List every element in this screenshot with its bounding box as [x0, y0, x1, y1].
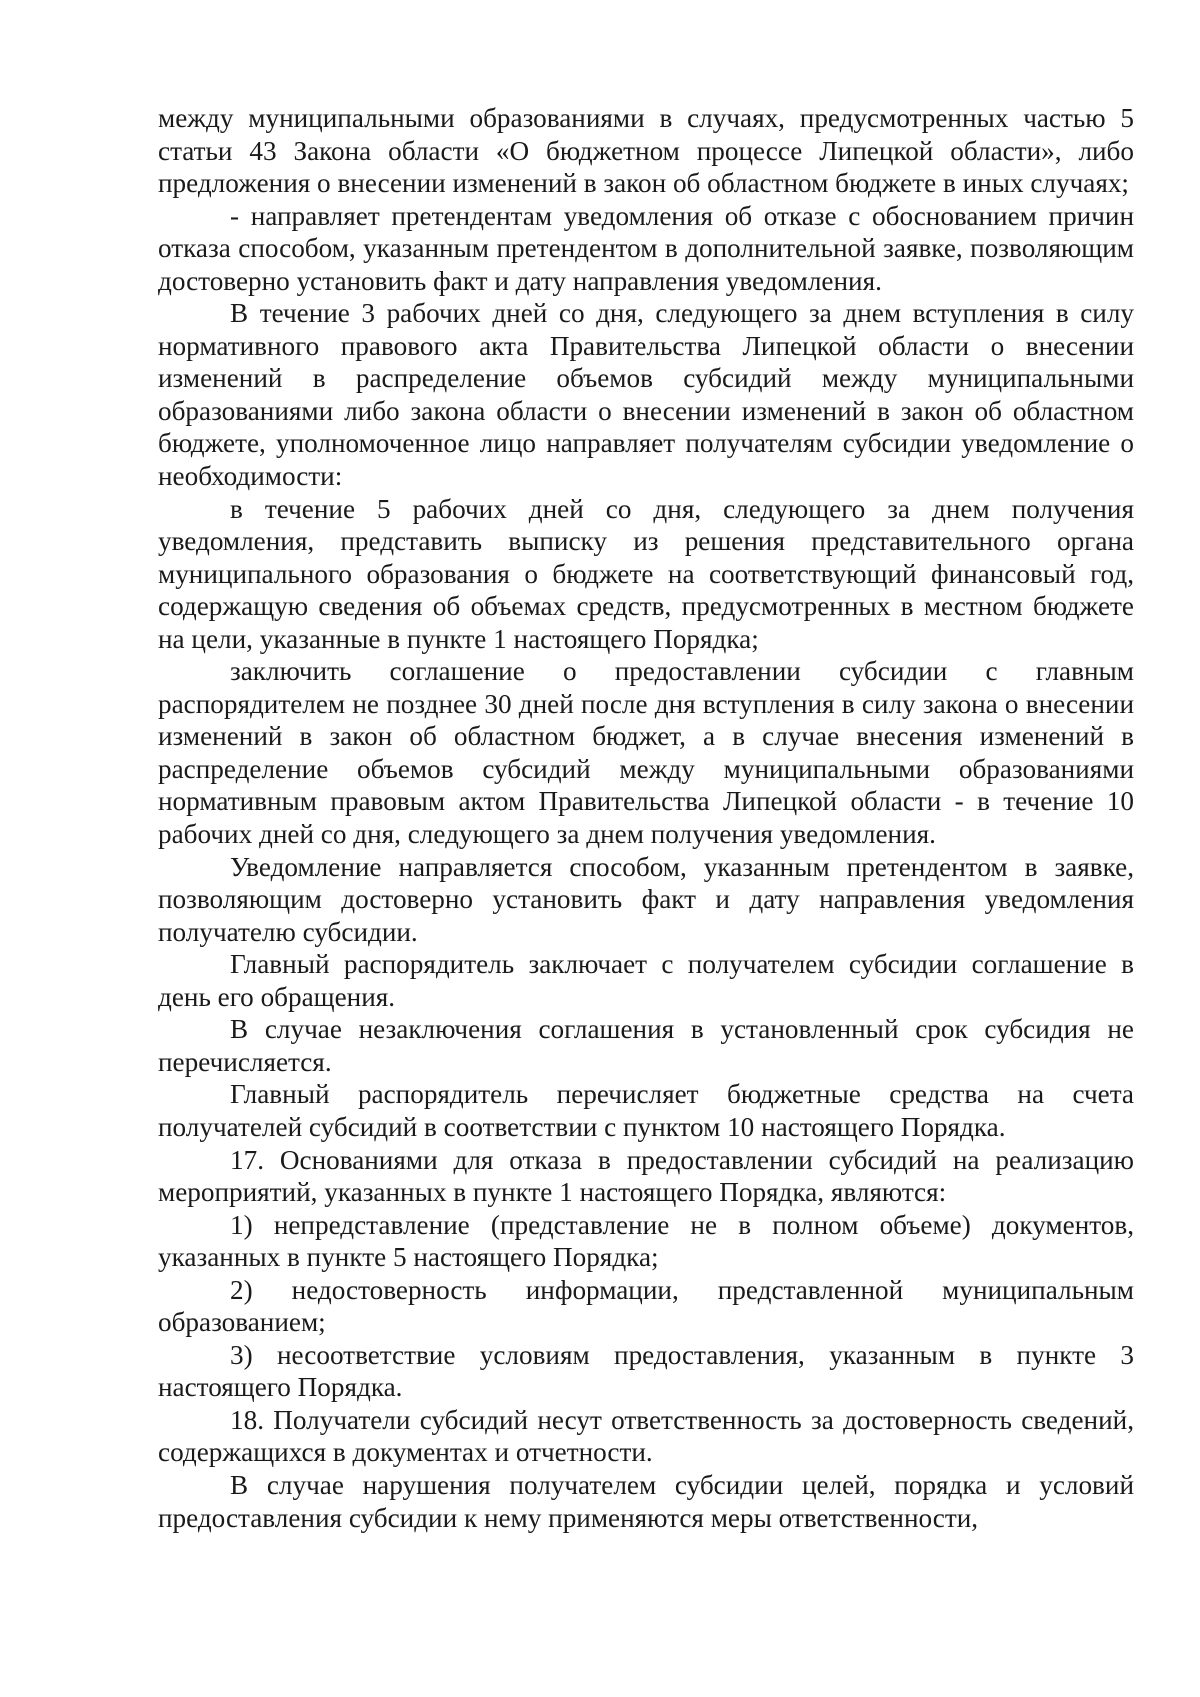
paragraph-14: 18. Получатели субсидий несут ответственность за достоверность сведений, содержащихся в документах и отчетности. [158, 1404, 1134, 1468]
paragraph-12: 2) недостоверность информации, представленной муниципальным образованием; [158, 1274, 1134, 1338]
paragraph-15: В случае нарушения получателем субсидии целей, порядка и условий предоставления субсидии к нему применяются меры ответственности, [158, 1469, 1134, 1533]
paragraph-2: - направляет претендентам уведомления об отказе с обоснованием причин отказа способом, указанным претендентом в дополнительной заявке, позволяющим достоверно установить факт и дату направления уведомления. [158, 200, 1134, 296]
paragraph-3: В течение 3 рабочих дней со дня, следующего за днем вступления в силу нормативного правового акта Правительства Липецкой области о внесении изменений в распределение объемов субсидий между муниципальными образованиями либо закона области о внесении изменений в закон об областном бюджете, уполномоченное лицо направляет получателям субсидии уведомление о необходимости: [158, 298, 1134, 492]
paragraph-10: 17. Основаниями для отказа в предоставлении субсидий на реализацию мероприятий, указанных в пункте 1 настоящего Порядка, являются: [158, 1144, 1134, 1208]
paragraph-1: между муниципальными образованиями в случаях, предусмотренных частью 5 статьи 43 Закона области «О бюджетном процессе Липецкой области», либо предложения о внесении изменений в закон об областном бюджете в иных случаях; [158, 103, 1134, 199]
paragraph-9: Главный распорядитель перечисляет бюджетные средства на счета получателей субсидий в соответствии с пунктом 10 настоящего Порядка. [158, 1079, 1134, 1142]
paragraph-13: 3) несоответствие условиям предоставления, указанным в пункте 3 настоящего Порядка. [158, 1339, 1134, 1403]
paragraph-7: Главный распорядитель заключает с получателем субсидии соглашение в день его обращения. [158, 949, 1134, 1012]
paragraph-5: заключить соглашение о предоставлении субсидии с главным распорядителем не позднее 30 дней после дня вступления в силу закона о внесении изменений в закон об областном бюджет, а в случае внесения изменений в распределение объемов субсидий между муниципальными образованиями нормативным правовым актом Правительства Липецкой области - в течение 10 рабочих дней со дня, следующего за днем получения уведомления. [158, 656, 1134, 850]
paragraph-8: В случае незаключения соглашения в установленный срок субсидия не перечисляется. [158, 1014, 1134, 1077]
paragraph-4: в течение 5 рабочих дней со дня, следующего за днем получения уведомления, представить выписку из решения представительного органа муниципального образования о бюджете на соответствующий финансовый год, содержащую сведения об объемах средств, предусмотренных в местном бюджете на цели, указанные в пункте 1 настоящего Порядка; [158, 493, 1134, 654]
document-page [158, 102, 1134, 1534]
paragraph-6: Уведомление направляется способом, указанным претендентом в заявке, позволяющим достоверно установить факт и дату направления уведомления получателю субсидии. [158, 851, 1134, 947]
paragraph-11: 1) непредставление (представление не в полном объеме) документов, указанных в пункте 5 настоящего Порядка; [158, 1209, 1134, 1273]
